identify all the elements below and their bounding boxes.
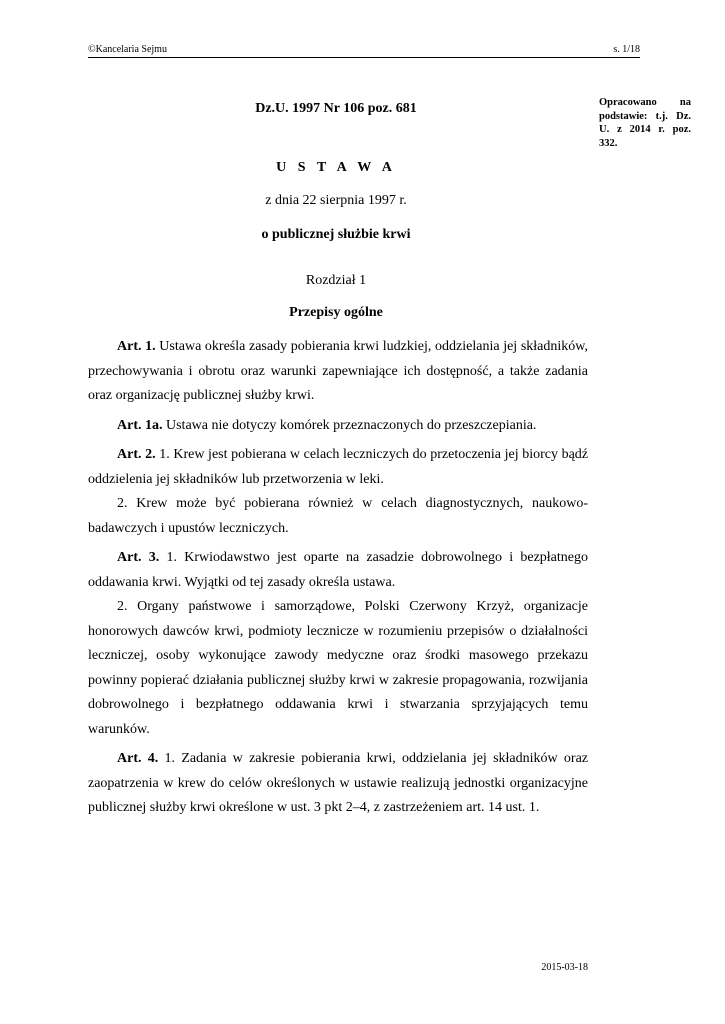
header-publisher: ©Kancelaria Sejmu — [88, 44, 167, 55]
paragraph-text: 2. Krew może być pobierana również w celach diagnostycznych, naukowo-badawczych i upustów leczniczych. — [88, 496, 588, 536]
paragraph-text: 1. Zadania w zakresie pobierania krwi, oddzielania jej składników oraz zaopatrzenia w krew do celów określonych w ustawie realizują jednostki organizacyjne publicznej służby krwi określone w ust. 3 pkt 2–4, z zastrzeżeniem art. 14 ust. 1. — [88, 751, 588, 815]
paragraph-art-3-ust-2 — [88, 595, 588, 742]
paragraph-art-1a — [88, 414, 588, 439]
article-label: Art. 2. — [117, 447, 156, 462]
paragraph-art-4 — [88, 747, 588, 821]
paragraph-text: 1. Krew jest pobierana w celach leczniczych do przetoczenia jej biorcy bądź oddzielenia jej składników lub przetworzenia w leki. — [88, 447, 589, 487]
paragraph-art-2 — [88, 443, 588, 492]
article-label: Art. 1a. — [117, 417, 163, 433]
paragraph-text: 2. Organy państwowe i samorządowe, Polski Czerwony Krzyż, organizacje honorowych dawców krwi, podmioty lecznicze w rozumieniu przepisów o działalności leczniczej, osoby wykonujące zawody medyczne oraz środki masowego przekazu powinny popierać działania publicznej służby krwi w zakresie propagowania, rozwijania dobrowolnego i bezpłatnego oddawania krwi i stwarzania sprzyjających temu warunków. — [88, 599, 588, 737]
paragraph-art-1 — [88, 335, 588, 409]
chapter-number: Rozdział 1 — [305, 273, 367, 288]
document-title: U S T A W A — [276, 160, 396, 175]
article-label: Art. 4. — [117, 751, 159, 766]
paragraph-text: Ustawa nie dotyczy komórek przeznaczonych do przeszczepiania. — [166, 417, 537, 433]
footer-date: 2015-03-18 — [541, 962, 588, 973]
paragraph-text: 1. Krwiodawstwo jest oparte na zasadzie dobrowolnego i bezpłatnego oddawania krwi. Wyjątki od tej zasady określa ustawa. — [88, 550, 588, 590]
article-label: Art. 1. — [117, 339, 156, 354]
side-note: Opracowano na podstawie: t.j. Dz. U. z 2014 r. poz. 332. — [599, 97, 691, 149]
document-date: z dnia 22 sierpnia 1997 r. — [265, 193, 407, 208]
article-label: Art. 3. — [117, 550, 160, 565]
paragraph-art-2-ust-2 — [88, 492, 588, 541]
page-header — [88, 44, 640, 58]
header-page-number: s. 1/18 — [613, 44, 640, 55]
document-id: Dz.U. 1997 Nr 106 poz. 681 — [255, 101, 417, 116]
paragraph-art-3 — [88, 546, 588, 595]
chapter-title: Przepisy ogólne — [289, 305, 383, 320]
paragraph-text: Ustawa określa zasady pobierania krwi ludzkiej, oddzielania jej składników, przechowywania i obrotu oraz warunki zapewniające ich dostępność, a także zadania oraz organizację publicznej służby krwi. — [88, 339, 588, 403]
document-subject: o publicznej służbie krwi — [261, 227, 411, 242]
document-body — [88, 335, 588, 821]
